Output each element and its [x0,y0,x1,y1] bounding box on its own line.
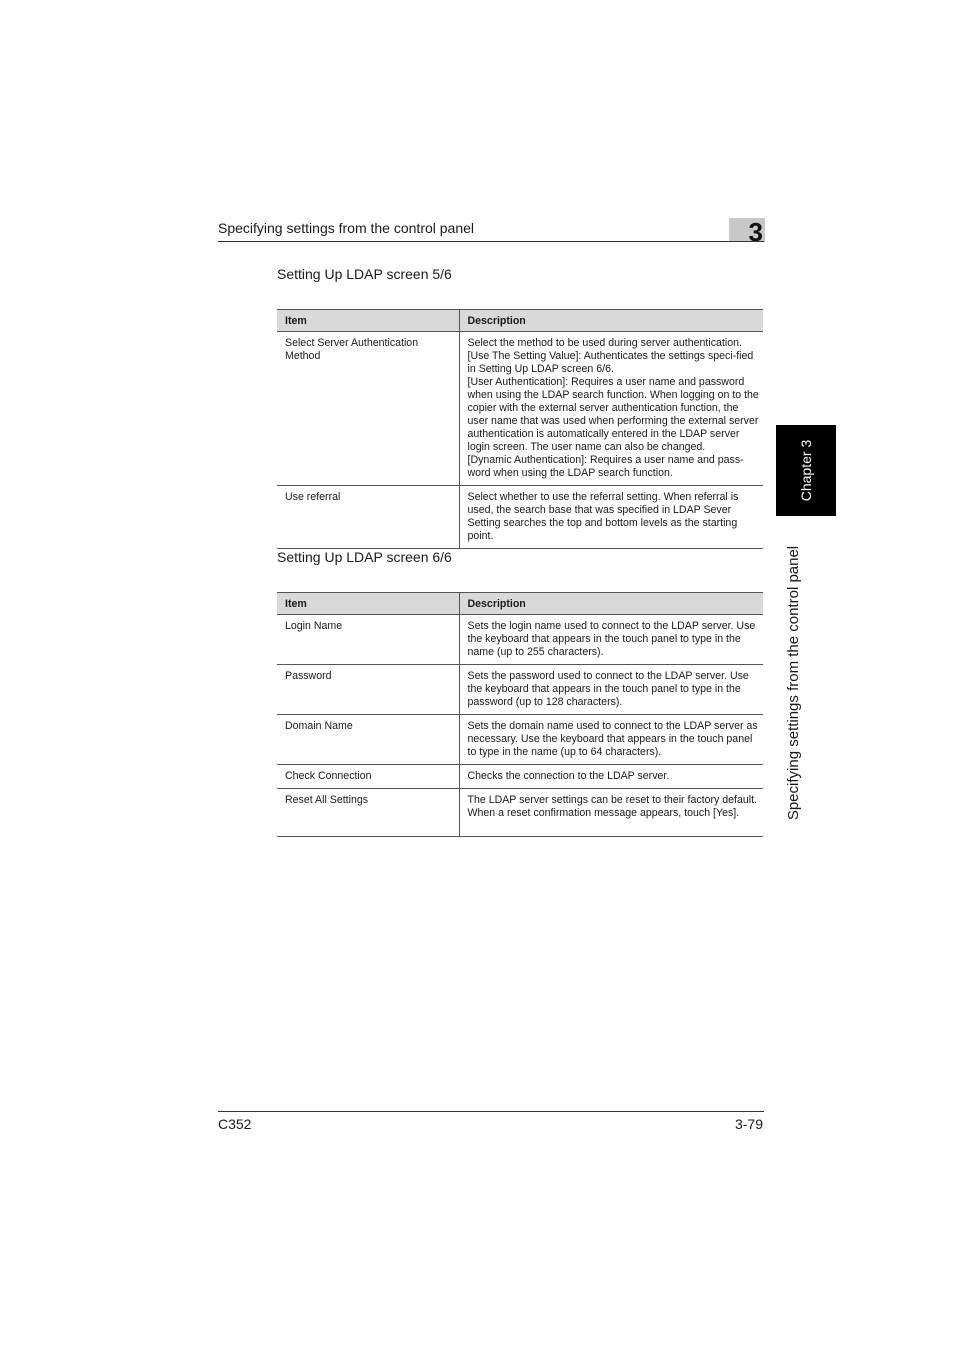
table-row [277,332,763,486]
footer-model: C352 [218,1116,252,1132]
description-text: The LDAP server settings can be reset to their factory default. When a reset confirmation message appears, touch [Yes]. [467,794,758,819]
item-cell: Check Connection [277,765,459,789]
side-section-label: Specifying settings from the control panel [785,545,802,821]
table-row [277,665,763,715]
table-header-row [277,593,763,615]
chapter-side-tab [776,425,836,516]
description-cell: Sets the domain name used to connect to the LDAP server as necessary. Use the keyboard that appears in the touch panel to type in the name (up to 64 characters). [459,715,763,765]
chapter-number-badge: 3 [729,218,765,242]
header-rule [218,241,764,242]
ldap-6-table [277,592,763,837]
description-cell: Sets the password used to connect to the LDAP server. Use the keyboard that appears in the touch panel to type in the password (up to 128 characters). [459,665,763,715]
table-header-row [277,310,763,332]
table-row [277,486,763,549]
description-text: Select the method to be used during server authentication. [Use The Setting Value]: Authenticates the settings speci-fied in Setting Up LDAP screen 6/6. [User Authentication]: Requires a user name and password when using the LDAP search function. When logging on to the copier with the external server authentication function, the user name that was used when performing the external server authentication is automatically entered in the LDAP server login screen. The user name can also be changed. [Dynamic Authentication]: Requires a user name and pass-word when using the LDAP search function. [467,337,759,479]
description-cell: Checks the connection to the LDAP server. [459,765,763,789]
description-cell [459,332,763,486]
column-header-item: Item [277,593,459,615]
section-heading-ldap-6: Setting Up LDAP screen 6/6 [277,549,452,565]
item-cell: Login Name [277,615,459,665]
column-header-description: Description [459,310,763,332]
item-cell: Use referral [277,486,459,549]
ldap-5-table [277,309,763,549]
table-row [277,789,763,837]
column-header-item: Item [277,310,459,332]
footer-page-number: 3-79 [734,1116,763,1132]
header-title: Specifying settings from the control panel [218,220,475,236]
table-row [277,715,763,765]
description-cell: Select whether to use the referral setting. When referral is used, the search base that was specified in LDAP Sever Setting searches the top and bottom levels as the starting point. [459,486,763,549]
item-cell: Password [277,665,459,715]
section-heading-ldap-5: Setting Up LDAP screen 5/6 [277,266,452,282]
chapter-side-tab-label: Chapter 3 [798,439,814,502]
description-cell: Sets the login name used to connect to the LDAP server. Use the keyboard that appears in the touch panel to type in the name (up to 255 characters). [459,615,763,665]
table-row [277,765,763,789]
table-row [277,615,763,665]
column-header-description: Description [459,593,763,615]
item-cell: Select Server Authentication Method [277,332,459,486]
item-cell: Domain Name [277,715,459,765]
description-cell [459,789,763,837]
footer-rule [218,1111,764,1112]
item-cell: Reset All Settings [277,789,459,837]
